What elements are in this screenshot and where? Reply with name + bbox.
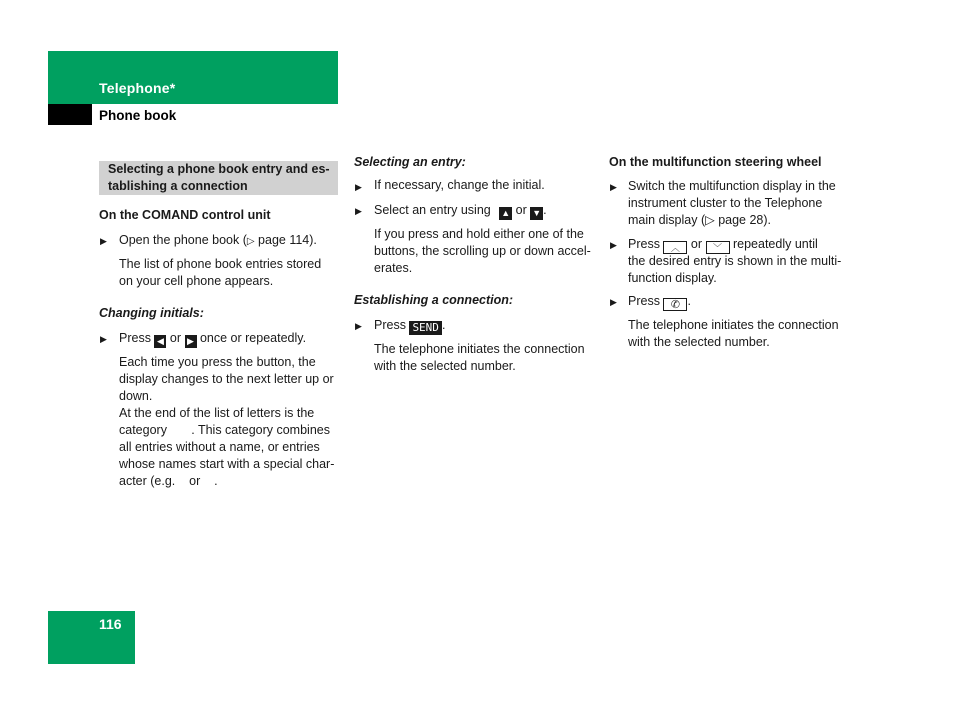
section-marker: [48, 104, 92, 125]
section-heading-box: [99, 161, 338, 195]
down-arrow-key-icon: ▼: [532, 208, 542, 218]
bullet-icon: ▶: [355, 206, 362, 216]
wheel-connection-result: The telephone initiates the connection with the selected number.: [628, 318, 839, 349]
bullet-icon: ▶: [355, 182, 362, 192]
section-title: Phone book: [99, 108, 177, 123]
changing-initials-heading: Changing initials:: [99, 306, 204, 320]
page-number: 116: [99, 616, 122, 632]
selecting-entry-heading: Selecting an entry:: [354, 155, 466, 169]
scroll-explanation: If you press and hold either one of the buttons, the scrolling up or down accel- erates.: [374, 227, 591, 275]
connection-result: The telephone initiates the connection with the selected number.: [374, 342, 585, 373]
bullet-icon: ▶: [610, 297, 617, 307]
step-press-send: Press SEND .: [374, 318, 446, 334]
bullet-icon: ▶: [355, 321, 362, 331]
steering-wheel-heading: On the multifunction steering wheel: [609, 155, 822, 169]
chapter-title: Telephone*: [99, 80, 176, 96]
header-band: [48, 51, 338, 104]
step-press-phone: Press ✆ .: [628, 294, 691, 311]
step-open-phonebook: Open the phone book (▷ page 114).: [119, 233, 317, 247]
section-heading: Selecting a phone book entry and es- tablishing a connection: [108, 162, 330, 193]
bullet-icon: ▶: [100, 334, 107, 344]
left-arrow-key-icon: ◀: [154, 335, 166, 348]
step-press-up-down-cont: the desired entry is shown in the multi- function display.: [628, 254, 842, 285]
step-switch-display: Switch the multifunction display in the instrument cluster to the Telephone main display (▷ page 28).: [628, 179, 836, 227]
up-arrow-key-icon: ▲: [501, 208, 511, 218]
bullet-icon: ▶: [610, 240, 617, 250]
step-press-up-down: Press ︿ or ﹀ repeatedly until: [628, 237, 818, 253]
step-select-entry: Select an entry using ▲ or ▼ .: [374, 203, 547, 218]
step-change-initial: If necessary, change the initial.: [374, 178, 545, 192]
initials-explanation: Each time you press the button, the display changes to the next letter up or down. At the end of the list of letters is the category . This category combines all entries without a name, or entries whose names start with a special char- acter (e.g. or .: [119, 355, 335, 488]
wheel-up-key-icon: ︿: [663, 241, 687, 254]
bullet-icon: ▶: [610, 182, 617, 192]
comand-heading: On the COMAND control unit: [99, 208, 271, 222]
reference-arrow-icon: ▷: [246, 236, 255, 247]
right-arrow-key-icon: ▶: [185, 335, 197, 348]
bullet-icon: ▶: [100, 236, 107, 246]
step-press-left-right: Press ◀ or ▶ once or repeatedly.: [119, 331, 307, 346]
send-key-icon: SEND: [409, 321, 442, 335]
phone-key-icon: ✆: [663, 298, 687, 311]
step-result: The list of phone book entries stored on your cell phone appears.: [119, 257, 322, 288]
establishing-heading: Establishing a connection:: [354, 293, 514, 307]
wheel-down-key-icon: ﹀: [706, 241, 730, 254]
